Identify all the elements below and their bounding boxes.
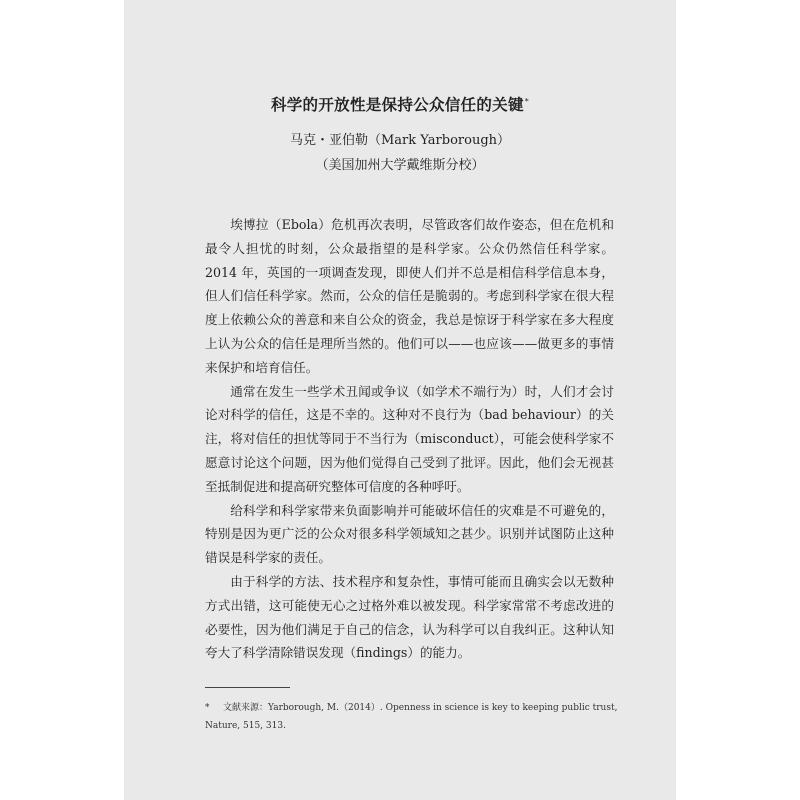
paragraph: 由于科学的方法、技术程序和复杂性，事情可能而且确实会以无数种方式出错，这可能使无心之过格外难以被发现。科学家常常不考虑改进的必要性，因为他们满足于自己的信念，认为科学可以自我纠正。这种认知夸大了科学清除错误发现（findings）的能力。 [205, 573, 614, 661]
affiliation-line: （美国加州大学戴维斯分校） [315, 158, 485, 173]
title-text: 科学的开放性是保持公众信任的关键 [270, 96, 524, 114]
paragraph: 埃博拉（Ebola）危机再次表明，尽管政客们故作姿态，但在危机和最令人担忧的时刻，公众最指望的是科学家。公众仍然信任科学家。2014 年，英国的一项调查发现，即使人们并不总是相信科学信息本身，但人们信任科学家。然而，公众的信任是脆弱的。考虑到科学家在很大程度上依赖公众的善意和来自公众的资金，我总是惊讶于科学家在多大程度上认为公众的信任是理所当然的。他们可以——也应该——做更多的事情来保护和培育信任。 [205, 217, 614, 375]
title-footnote-marker: * [524, 97, 530, 106]
footnote [205, 699, 621, 735]
footnote-text: 文献来源：Yarborough, M.（2014）. Openness in science is key to keeping public trust, Nature, 515, 313. [205, 703, 618, 731]
book-page [124, 0, 676, 800]
footnote-divider [205, 687, 290, 688]
paragraph: 通常在发生一些学术丑闻或争议（如学术不端行为）时，人们才会讨论对科学的信任，这是不幸的。这种对不良行为（bad behaviour）的关注，将对信任的担忧等同于不当行为（misconduct），可能会使科学家不愿意讨论这个问题，因为他们觉得自己受到了批评。因此，他们会无视甚至抵制促进和提高研究整体可信度的各种呼吁。 [205, 383, 614, 494]
article-title [124, 93, 676, 115]
author-line: 马克・亚伯勒（Mark Yarborough） [289, 133, 511, 148]
paragraph: 给科学和科学家带来负面影响并可能破坏信任的灾难是不可避免的，特别是因为更广泛的公众对很多科学领域知之甚少。识别并试图防止这种错误是科学家的责任。 [205, 502, 614, 566]
article-body [205, 213, 614, 665]
footnote-marker: * [205, 703, 210, 713]
